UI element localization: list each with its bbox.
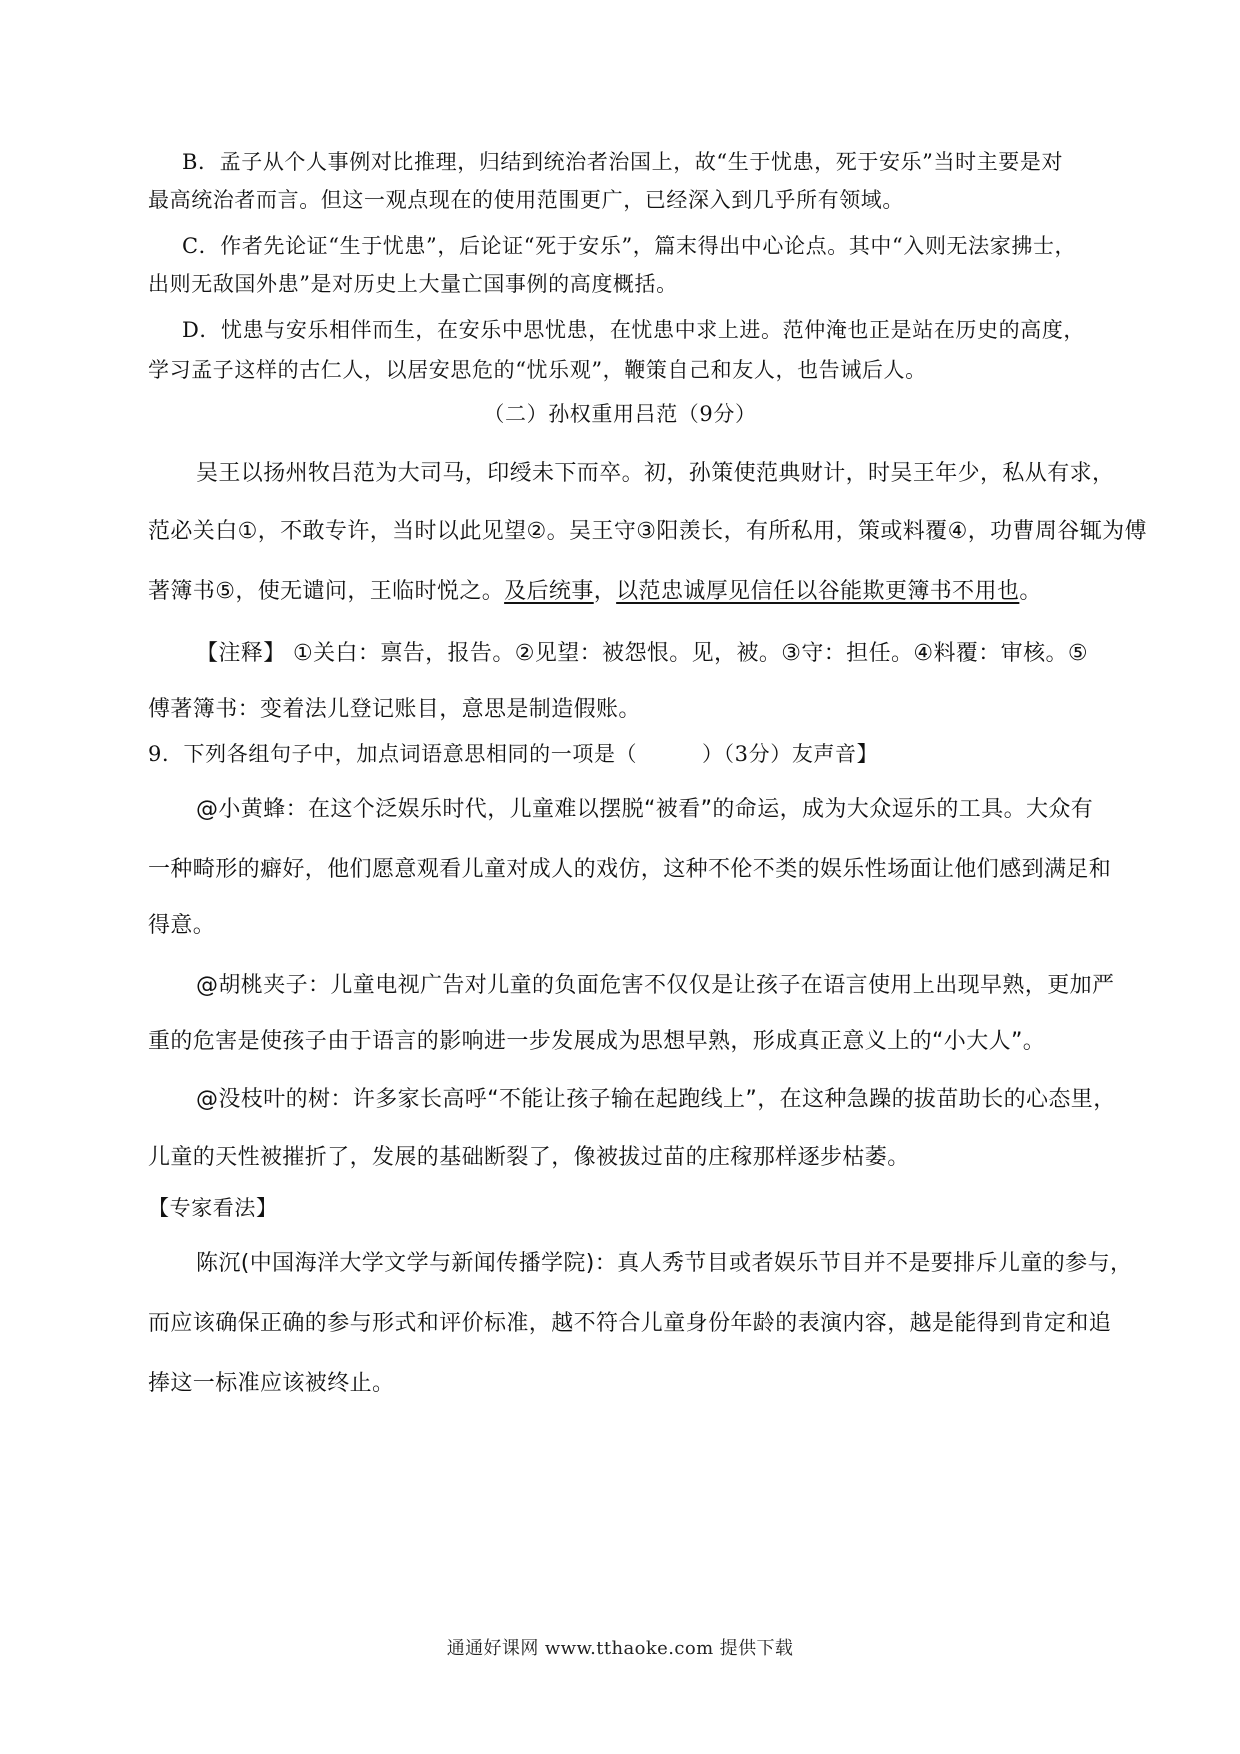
notes-line-2: 傅著簿书：变着法儿登记账目，意思是制造假账。: [148, 697, 641, 722]
option-d-line-2: 学习孟子这样的古仁人，以居安思危的“忧乐观”，鞭策自己和友人，也告诫后人。: [148, 358, 927, 382]
underlined-phrase-2: 以范忠诚厚见信任以谷能欺更簿书不用也: [616, 579, 1020, 604]
expert-line-3: 捧这一标准应该被终止。: [148, 1371, 395, 1396]
passage-plain-text: 著簿书⑤，使无谴问，王临时悦之。: [148, 579, 505, 604]
option-b-line-1: B．孟子从个人事例对比推理，归结到统治者治国上，故“生于忧患，死于安乐”当时主要是对: [182, 150, 1064, 174]
question-9: 9．下列各组句子中，加点词语意思相同的一项是（ ）（3分）友声音】: [148, 742, 879, 766]
expert-line-1: 陈沉(中国海洋大学文学与新闻传播学院)：真人秀节目或者娱乐节目并不是要排斥儿童的参与，: [196, 1251, 1133, 1276]
section-title: （二）孙权重用吕范（9分）: [483, 402, 757, 426]
comment-1-line-1: @小黄蜂：在这个泛娱乐时代，儿童难以摆脱“被看”的命运，成为大众逗乐的工具。大众有: [196, 797, 1094, 822]
passage-line-2: 范必关白①，不敢专许，当时以此见望②。吴王守③阳羡长，有所私用，策或料覆④，功曹周谷辄为傅: [148, 519, 1147, 544]
notes-line-1: 【注释】 ①关白：禀告，报告。②见望：被怨恨。见，被。③守：担任。④料覆：审核。⑤: [196, 641, 1089, 666]
comment-1-line-2: 一种畸形的癖好，他们愿意观看儿童对成人的戏仿，这种不伦不类的娱乐性场面让他们感到满足和: [148, 857, 1112, 882]
comment-3-line-1: @没枝叶的树：许多家长高呼“不能让孩子输在起跑线上”，在这种急躁的拔苗助长的心态里，: [196, 1087, 1116, 1112]
passage-line-1: 吴王以扬州牧吕范为大司马，印绶未下而卒。初，孙策使范典财计，时吴王年少，私从有求，: [196, 461, 1115, 486]
passage-line-3: [148, 578, 1098, 606]
expert-line-2: 而应该确保正确的参与形式和评价标准，越不符合儿童身份年龄的表演内容，越是能得到肯定和追: [148, 1311, 1112, 1336]
option-b-line-2: 最高统治者而言。但这一观点现在的使用范围更广，已经深入到几乎所有领域。: [148, 188, 904, 212]
comment-1-line-3: 得意。: [148, 913, 216, 938]
comment-2-line-1: @胡桃夹子：儿童电视广告对儿童的负面危害不仅仅是让孩子在语言使用上出现早熟，更加严: [196, 973, 1115, 998]
option-d-line-1: D．忧患与安乐相伴而生，在安乐中思忧患，在忧患中求上进。范仲淹也正是站在历史的高度，: [182, 318, 1086, 342]
option-c-line-2: 出则无敌国外患”是对历史上大量亡国事例的高度概括。: [148, 272, 678, 296]
comment-2-line-2: 重的危害是使孩子由于语言的影响进一步发展成为思想早熟，形成真正意义上的“小大人”。: [148, 1029, 1046, 1054]
passage-period: 。: [1019, 579, 1042, 604]
comment-3-line-2: 儿童的天性被摧折了，发展的基础断裂了，像被拔过苗的庄稼那样逐步枯萎。: [148, 1145, 910, 1170]
expert-heading: 【专家看法】: [148, 1196, 278, 1220]
option-c-line-1: C．作者先论证“生于忧患”，后论证“死于安乐”，篇末得出中心论点。其中“入则无法家拂士，: [182, 234, 1077, 258]
footer-download-note: 通通好课网 www.tthaoke.com 提供下载: [446, 1638, 794, 1659]
passage-comma: ，: [593, 579, 617, 604]
underlined-phrase-1: 及后统事: [504, 579, 594, 604]
